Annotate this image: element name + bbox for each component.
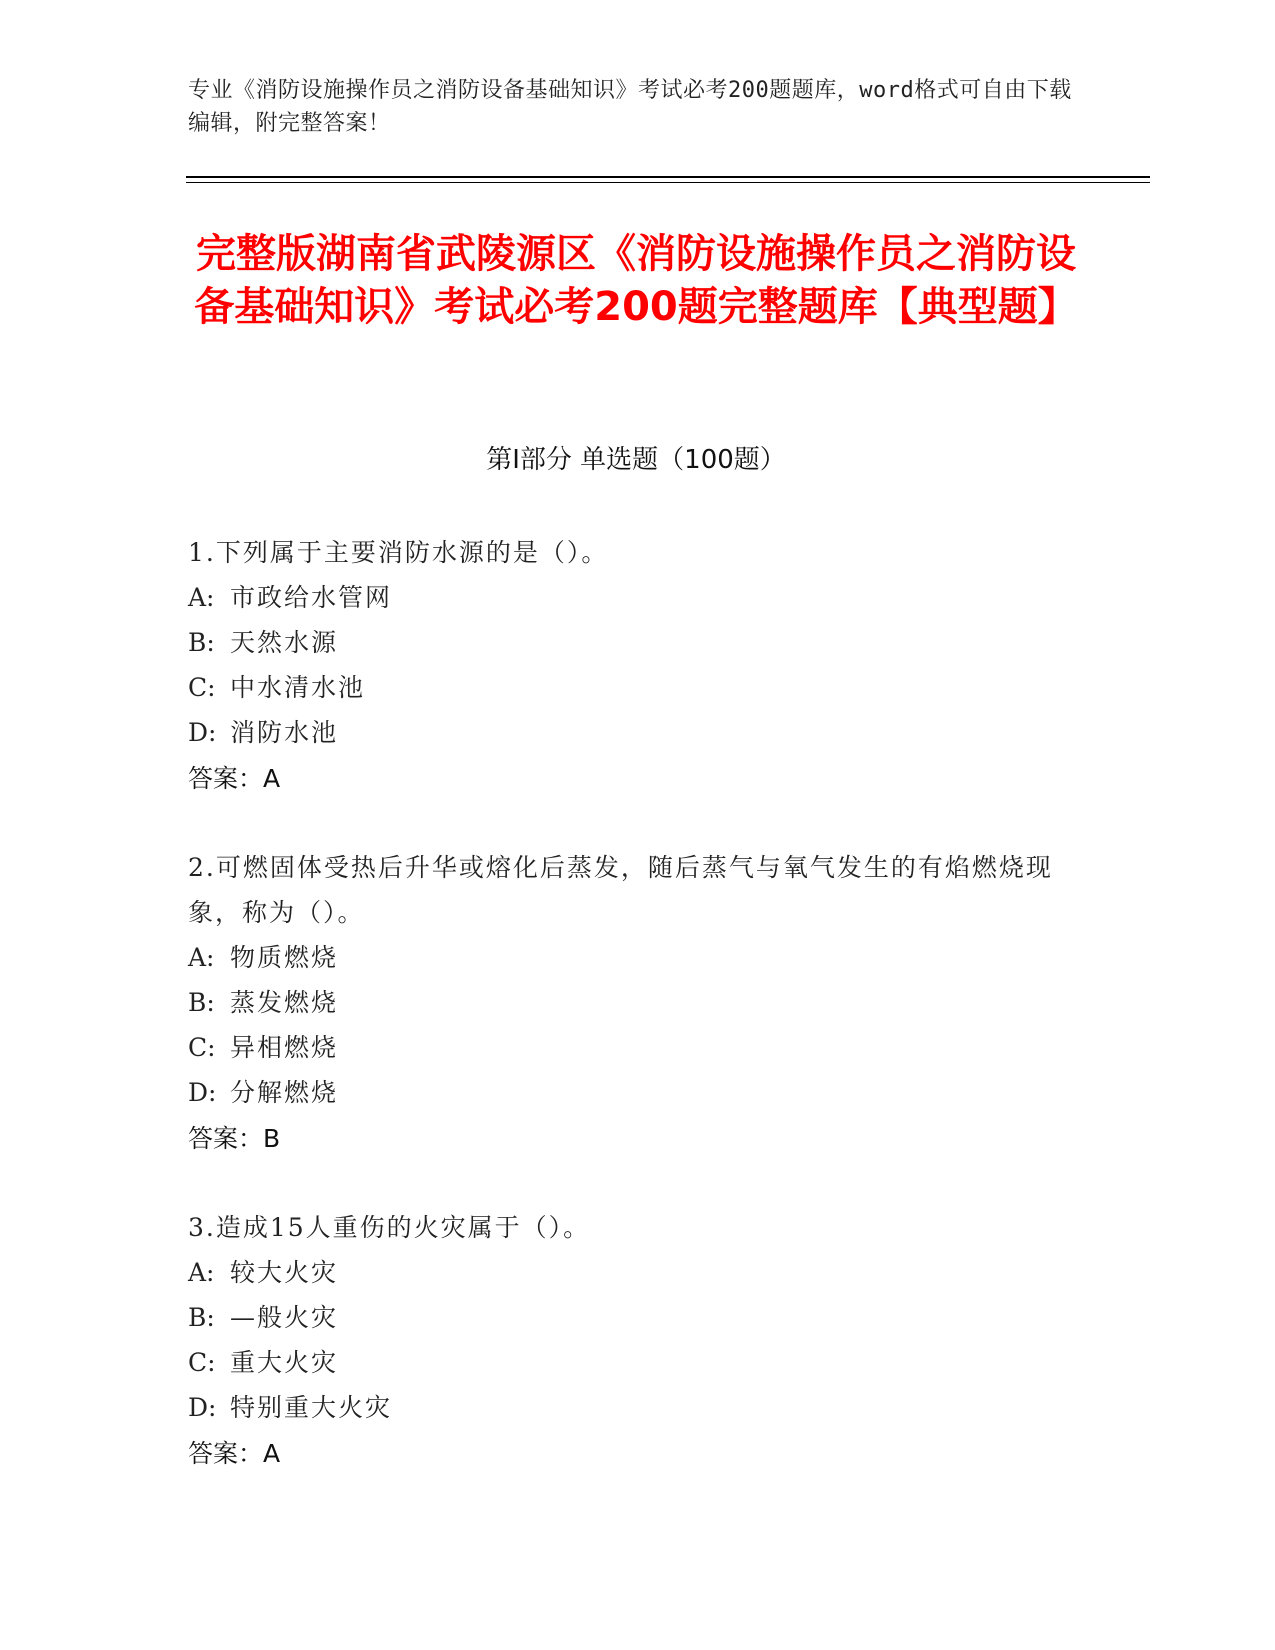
question-3 (188, 1205, 1068, 1477)
header-rule-thick (186, 176, 1150, 178)
question-2 (188, 845, 1068, 1162)
document-title: 完整版湖南省武陵源区《消防设施操作员之消防设备基础知识》考试必考200题完整题库【典型题】 (194, 231, 1078, 330)
answer: 答案：A (188, 764, 281, 793)
option-text: 市政给水管网 (230, 583, 393, 612)
question-1 (188, 530, 1068, 802)
option-text: 重大火灾 (230, 1348, 339, 1377)
option-text: 异相燃烧 (230, 1033, 339, 1062)
option-text: —般火灾 (230, 1303, 339, 1332)
answer: 答案：A (188, 1439, 281, 1468)
option-label: D: (188, 718, 217, 747)
question-stem: 3.造成15人重伤的火灾属于（）。 (188, 1213, 591, 1242)
option-label: C: (188, 1033, 216, 1062)
option-label: D: (188, 1393, 217, 1422)
option-label: B: (188, 628, 215, 657)
question-stem: 1.下列属于主要消防水源的是（）。 (188, 538, 609, 567)
option-a (188, 575, 1068, 620)
option-label: C: (188, 1348, 216, 1377)
option-label: A: (188, 943, 215, 972)
option-c (188, 1025, 1068, 1070)
question-stem: 2.可燃固体受热后升华或熔化后蒸发，随后蒸气与氧气发生的有焰燃烧现象，称为（）。 (188, 853, 1053, 927)
answer: 答案：B (188, 1124, 281, 1153)
option-text: 较大火灾 (230, 1258, 339, 1287)
option-text: 消防水池 (230, 718, 339, 747)
option-label: B: (188, 1303, 215, 1332)
option-text: 中水清水池 (230, 673, 366, 702)
option-label: A: (188, 1258, 215, 1287)
option-c (188, 665, 1068, 710)
option-text: 天然水源 (230, 628, 339, 657)
option-text: 物质燃烧 (230, 943, 339, 972)
option-label: D: (188, 1078, 217, 1107)
option-label: C: (188, 673, 216, 702)
option-text: 特别重大火灾 (230, 1393, 393, 1422)
header-note: 专业《消防设施操作员之消防设备基础知识》考试必考200题题库，word格式可自由下载编辑，附完整答案！ (188, 78, 1072, 136)
option-c (188, 1340, 1068, 1385)
option-label: A: (188, 583, 215, 612)
section-title: 第I部分 单选题（100题） (486, 445, 786, 475)
option-label: B: (188, 988, 215, 1017)
option-b (188, 980, 1068, 1025)
option-a (188, 1250, 1068, 1295)
question-list (188, 530, 1068, 1520)
header-rule-thin (186, 182, 1150, 183)
option-text: 蒸发燃烧 (230, 988, 339, 1017)
option-b (188, 1295, 1068, 1340)
option-a (188, 935, 1068, 980)
option-b (188, 620, 1068, 665)
option-d (188, 1385, 1068, 1430)
option-text: 分解燃烧 (230, 1078, 339, 1107)
option-d (188, 710, 1068, 755)
option-d (188, 1070, 1068, 1115)
